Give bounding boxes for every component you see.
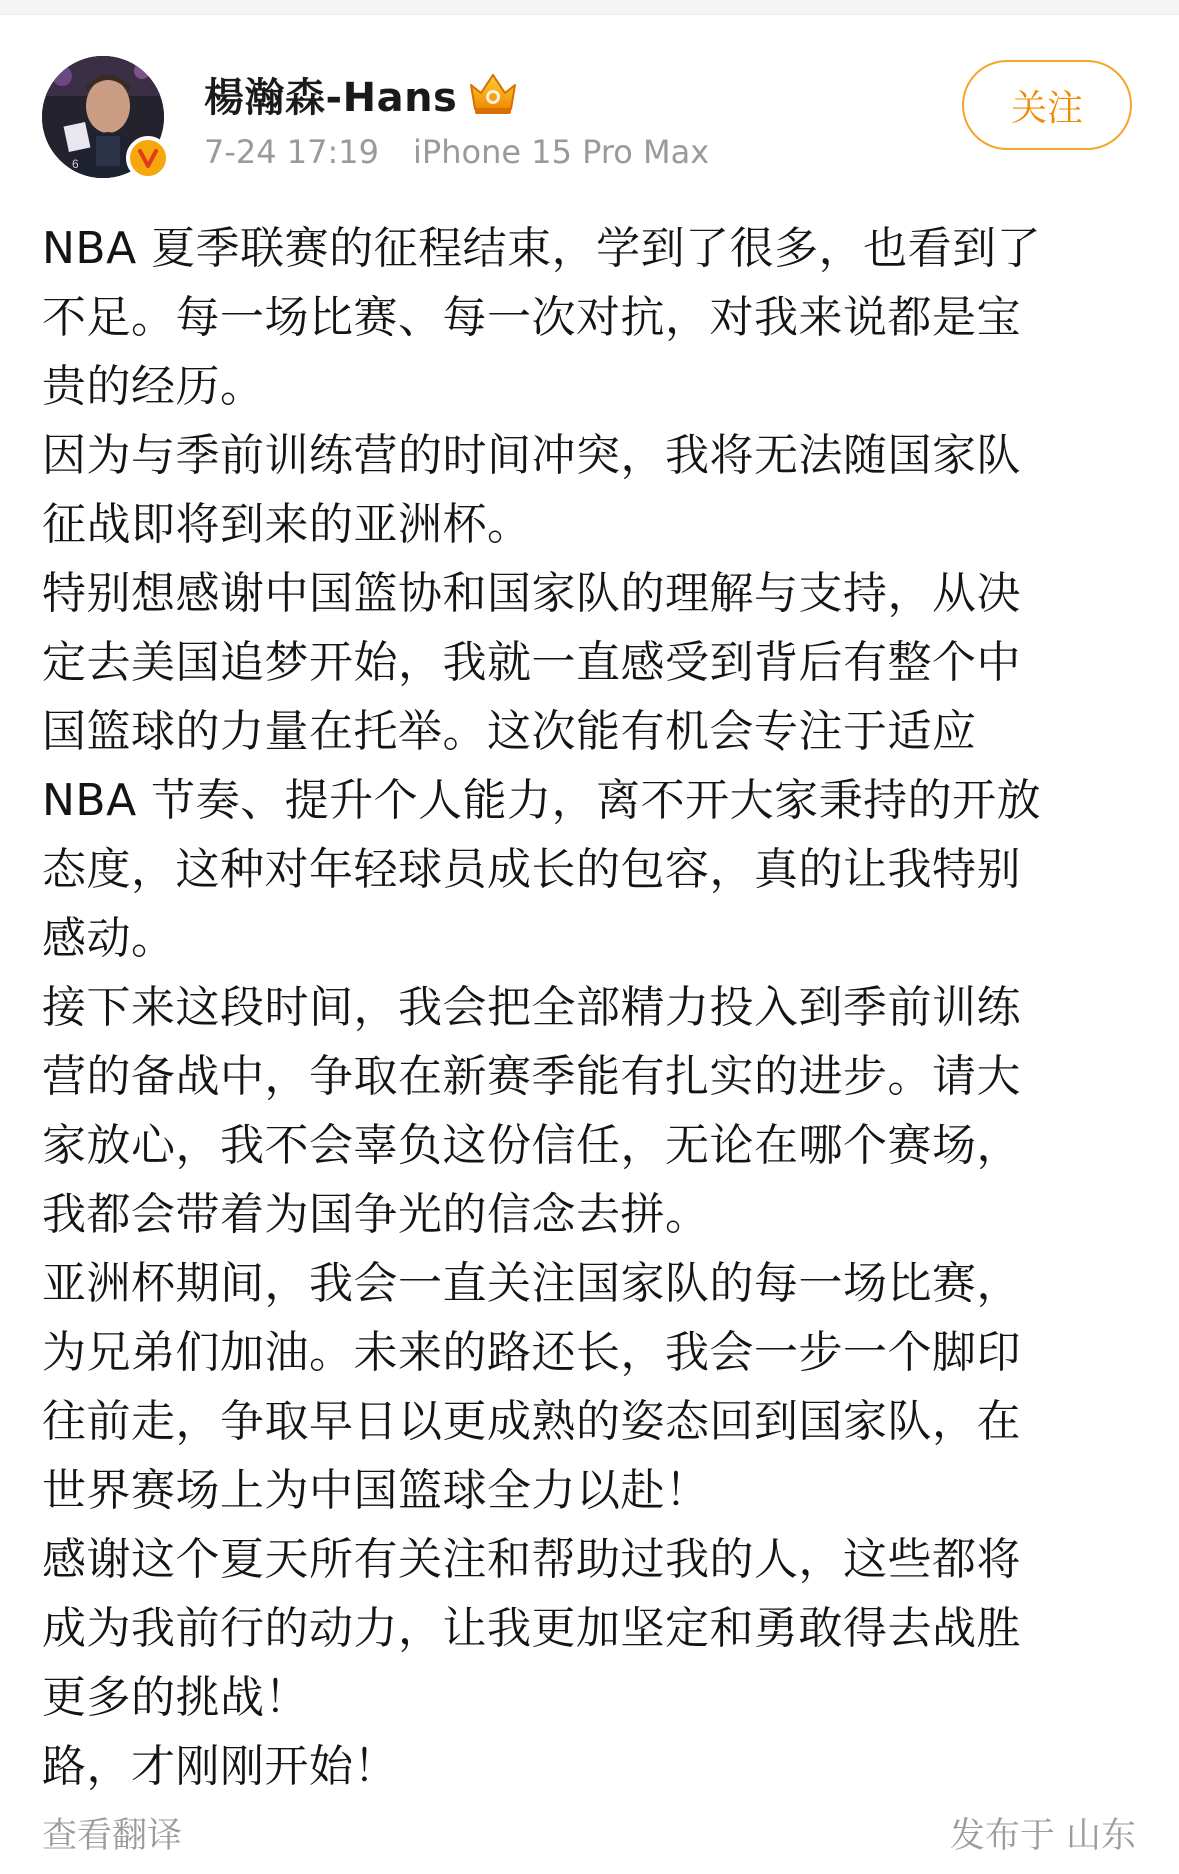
post-line: 因为与季前训练营的时间冲突，我将无法随国家队	[42, 430, 1021, 481]
post-line: 世界赛场上为中国篮球全力以赴！	[42, 1465, 710, 1516]
post-line: 国篮球的力量在托举。这次能有机会专注于适应	[42, 706, 977, 757]
post-line: 成为我前行的动力，让我更加坚定和勇敢得去战胜	[42, 1603, 1021, 1654]
post-line: 营的备战中，争取在新赛季能有扎实的进步。请大	[42, 1051, 1021, 1102]
post-line: 家放心，我不会辜负这份信任，无论在哪个赛场，	[42, 1120, 1021, 1171]
post-body	[42, 214, 1142, 1801]
post-line: 特别想感谢中国篮协和国家队的理解与支持，从决	[42, 568, 1021, 619]
translate-link[interactable]: 查看翻译	[42, 1816, 183, 1856]
post-line: 感谢这个夏天所有关注和帮助过我的人，这些都将	[42, 1534, 1021, 1585]
follow-button[interactable]: 关注	[962, 60, 1132, 150]
post-line: 定去美国追梦开始，我就一直感受到背后有整个中	[42, 637, 1021, 688]
post-line: 征战即将到来的亚洲杯。	[42, 499, 532, 550]
post-footer	[42, 1806, 1136, 1860]
top-divider	[0, 0, 1179, 15]
post-line: 贵的经历。	[42, 361, 265, 412]
username[interactable]: 楊瀚森-Hans	[204, 74, 458, 121]
post-line: 感动。	[42, 913, 176, 964]
post-device: iPhone 15 Pro Max	[413, 133, 710, 171]
verified-v-icon	[136, 146, 160, 170]
verified-badge	[126, 136, 170, 180]
post-line: 亚洲杯期间，我会一直关注国家队的每一场比赛，	[42, 1258, 1021, 1309]
post-line: 接下来这段时间，我会把全部精力投入到季前训练	[42, 982, 1021, 1033]
post-line: NBA 夏季联赛的征程结束，学到了很多，也看到了	[42, 223, 1042, 274]
post-line: 往前走，争取早日以更成熟的姿态回到国家队，在	[42, 1396, 1021, 1447]
post-line: 不足。每一场比赛、每一次对抗，对我来说都是宝	[42, 292, 1021, 343]
post-line: 为兄弟们加油。未来的路还长，我会一步一个脚印	[42, 1327, 1021, 1378]
location-text: 发布于 山东	[949, 1816, 1136, 1856]
post-line: 路，才刚刚开始！	[42, 1741, 398, 1792]
post-line: 更多的挑战！	[42, 1672, 309, 1723]
username-row	[204, 66, 519, 122]
crown-icon[interactable]	[467, 71, 519, 117]
svg-text:6: 6	[72, 157, 79, 171]
post-line: NBA 节奏、提升个人能力，离不开大家秉持的开放	[42, 775, 1042, 826]
post-meta	[204, 130, 709, 174]
post-line: 态度，这种对年轻球员成长的包容，真的让我特别	[42, 844, 1021, 895]
post-line: 我都会带着为国争光的信念去拼。	[42, 1189, 710, 1240]
post-time: 7-24 17:19	[204, 133, 380, 171]
